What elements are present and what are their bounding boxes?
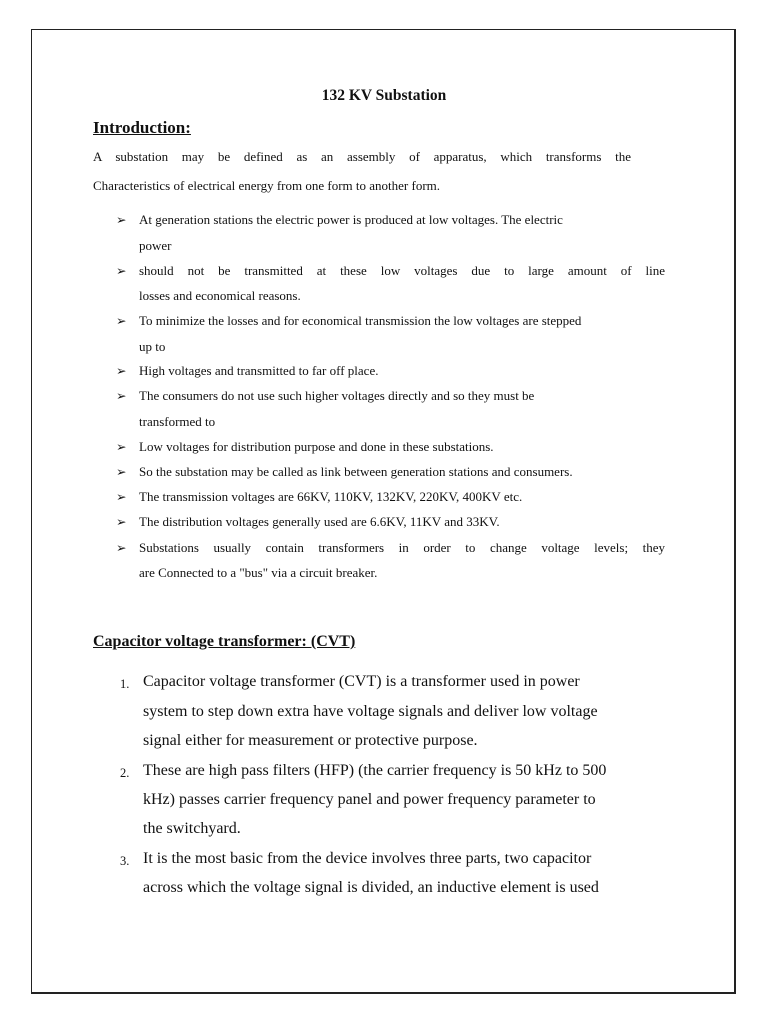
bullet-4-line-1: High voltages and transmitted to far off place.: [139, 363, 379, 378]
intro-line-2: Characteristics of electrical energy from one form to another form.: [93, 178, 441, 193]
bullet-arrow-icon: ➢: [116, 213, 127, 227]
bullet-1-line-2: power: [139, 238, 172, 253]
document-title: 132 KV Substation: [321, 87, 447, 104]
bullet-5-line-1: The consumers do not use such higher voltages directly and so they must be: [139, 388, 535, 403]
item-3-line-1: It is the most basic from the device involves three parts, two capacitor: [143, 850, 592, 867]
item-1-line-3: signal either for measurement or protective purpose.: [143, 732, 478, 749]
bullet-arrow-icon: ➢: [116, 465, 127, 479]
item-2-line-3: the switchyard.: [143, 820, 241, 837]
bullet-arrow-icon: ➢: [116, 490, 127, 504]
list-number: 3.: [120, 854, 130, 868]
bullet-1-line-1: At generation stations the electric power is produced at low voltages. The electric: [139, 212, 563, 227]
bullet-10-line-2: are Connected to a "bus" via a circuit breaker.: [139, 565, 378, 580]
item-2-line-2: kHz) passes carrier frequency panel and power frequency parameter to: [143, 791, 596, 808]
bullet-3-line-2: up to: [139, 339, 166, 354]
bullet-7-line-1: So the substation may be called as link between generation stations and consumers.: [139, 464, 573, 479]
cvt-heading: Capacitor voltage transformer: (CVT): [93, 633, 356, 650]
bullet-10-line-1: Substations usually contain transformers in order to change voltage levels; they: [139, 540, 665, 555]
introduction-heading: Introduction:: [93, 118, 191, 137]
list-number: 2.: [120, 766, 130, 780]
bullet-arrow-icon: ➢: [116, 314, 127, 328]
bullet-8-line-1: The transmission voltages are 66KV, 110KV, 132KV, 220KV, 400KV etc.: [139, 489, 523, 504]
bullet-arrow-icon: ➢: [116, 440, 127, 454]
bullet-arrow-icon: ➢: [116, 515, 127, 529]
item-3-line-2: across which the voltage signal is divided, an inductive element is used: [143, 879, 599, 896]
bullet-6-line-1: Low voltages for distribution purpose and done in these substations.: [139, 439, 494, 454]
bullet-2-line-2: losses and economical reasons.: [139, 288, 301, 303]
bullet-arrow-icon: ➢: [116, 264, 127, 278]
item-1-line-2: system to step down extra have voltage signals and deliver low voltage: [143, 703, 598, 720]
bullet-2-line-1: should not be transmitted at these low voltages due to large amount of line: [139, 263, 665, 278]
bullet-5-line-2: transformed to: [139, 414, 216, 429]
bullet-arrow-icon: ➢: [116, 541, 127, 555]
item-2-line-1: These are high pass filters (HFP) (the carrier frequency is 50 kHz to 500: [143, 762, 607, 779]
list-number: 1.: [120, 677, 130, 691]
bullet-9-line-1: The distribution voltages generally used are 6.6KV, 11KV and 33KV.: [139, 514, 500, 529]
bullet-arrow-icon: ➢: [116, 389, 127, 403]
bullet-arrow-icon: ➢: [116, 364, 127, 378]
bullet-3-line-1: To minimize the losses and for economical transmission the low voltages are stepped: [139, 313, 582, 328]
item-1-line-1: Capacitor voltage transformer (CVT) is a transformer used in power: [143, 673, 580, 690]
intro-line-1: A substation may be defined as an assembly of apparatus, which transforms the: [93, 149, 631, 164]
